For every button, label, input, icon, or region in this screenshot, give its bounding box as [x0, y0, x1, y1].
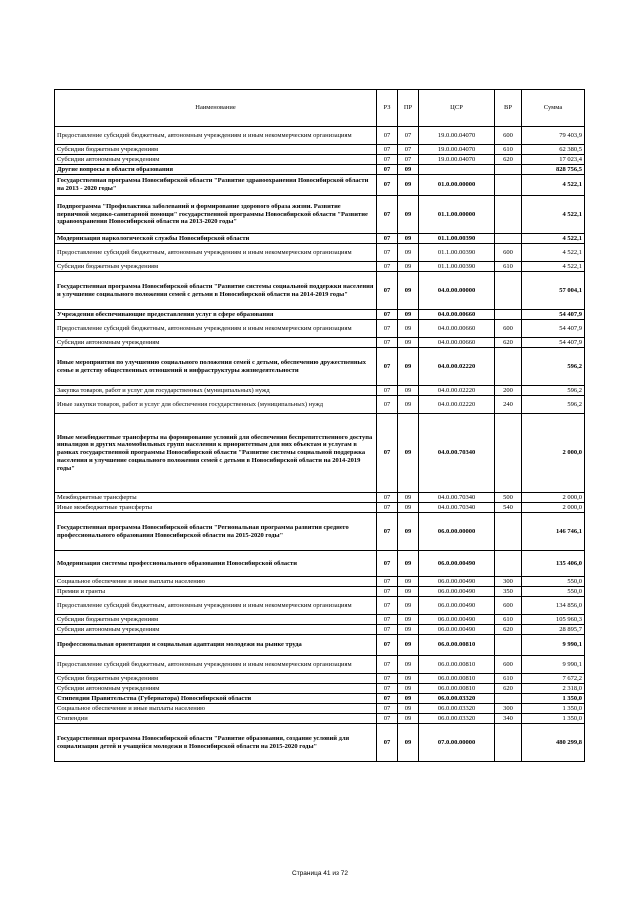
cell-csr: 06.0.00.00490 [419, 597, 495, 615]
cell-rz: 07 [377, 262, 398, 272]
cell-csr: 01.1.00.00390 [419, 262, 495, 272]
table-row [55, 503, 585, 513]
cell-pr: 09 [398, 551, 419, 577]
cell-sum: 1 350,0 [522, 694, 585, 704]
cell-rz: 07 [377, 244, 398, 262]
cell-rz: 07 [377, 396, 398, 414]
cell-rz: 07 [377, 503, 398, 513]
cell-vr [495, 724, 522, 762]
cell-name: Модернизация наркологической службы Новосибирской области [55, 234, 377, 244]
cell-csr: 04.0.00.00000 [419, 272, 495, 310]
cell-pr: 09 [398, 310, 419, 320]
cell-pr: 09 [398, 348, 419, 386]
cell-vr: 600 [495, 597, 522, 615]
table-row [55, 386, 585, 396]
cell-sum: 596,2 [522, 386, 585, 396]
table-header-row [55, 90, 585, 127]
cell-pr: 09 [398, 165, 419, 175]
cell-rz: 07 [377, 577, 398, 587]
table-row [55, 234, 585, 244]
cell-csr: 06.0.00.00490 [419, 577, 495, 587]
table-row [55, 145, 585, 155]
header-vr: ВР [495, 90, 522, 127]
cell-sum: 7 672,2 [522, 674, 585, 684]
header-name: Наименование [55, 90, 377, 127]
cell-name: Стипендии [55, 714, 377, 724]
cell-csr: 19.0.00.04070 [419, 127, 495, 145]
cell-csr [419, 165, 495, 175]
cell-name: Субсидии автономным учреждениям [55, 155, 377, 165]
cell-vr [495, 551, 522, 577]
cell-sum: 4 522,1 [522, 262, 585, 272]
cell-vr: 600 [495, 320, 522, 338]
cell-csr: 06.0.00.00000 [419, 513, 495, 551]
table-row [55, 656, 585, 674]
cell-sum: 28 895,7 [522, 625, 585, 635]
cell-csr: 01.1.00.00000 [419, 196, 495, 234]
cell-name: Закупка товаров, работ и услуг для государственных (муниципальных) нужд [55, 386, 377, 396]
header-pr: ПР [398, 90, 419, 127]
table-row [55, 348, 585, 386]
cell-vr: 240 [495, 396, 522, 414]
cell-sum: 4 522,1 [522, 244, 585, 262]
cell-rz: 07 [377, 175, 398, 196]
cell-name: Межбюджетные трансферты [55, 493, 377, 503]
cell-pr: 09 [398, 244, 419, 262]
cell-csr: 19.0.00.04070 [419, 145, 495, 155]
cell-sum: 596,2 [522, 396, 585, 414]
table-row [55, 724, 585, 762]
cell-csr: 06.0.00.00810 [419, 684, 495, 694]
cell-name: Социальное обеспечение и иные выплаты населению [55, 704, 377, 714]
cell-pr: 09 [398, 714, 419, 724]
cell-csr: 04.0.00.02220 [419, 348, 495, 386]
cell-name: Предоставление субсидий бюджетным, автономным учреждениям и иным некоммерческим организациям [55, 244, 377, 262]
cell-pr: 09 [398, 587, 419, 597]
cell-name: Социальное обеспечение и иные выплаты населению [55, 577, 377, 587]
cell-name: Другие вопросы в области образования [55, 165, 377, 175]
cell-vr: 620 [495, 338, 522, 348]
budget-table [54, 89, 585, 762]
cell-vr: 620 [495, 155, 522, 165]
cell-csr: 06.0.00.03320 [419, 704, 495, 714]
cell-sum: 2 318,0 [522, 684, 585, 694]
table-row [55, 551, 585, 577]
cell-name: Государственная программа Новосибирской области "Развитие здравоохранения Новосибирской области на 2013 - 2020 годы" [55, 175, 377, 196]
cell-csr: 04.0.00.70340 [419, 503, 495, 513]
cell-vr [495, 175, 522, 196]
cell-csr: 01.1.00.00390 [419, 244, 495, 262]
cell-name: Предоставление субсидий бюджетным, автономным учреждениям и иным некоммерческим организациям [55, 597, 377, 615]
cell-csr: 06.0.00.00810 [419, 635, 495, 656]
cell-csr: 07.0.00.00000 [419, 724, 495, 762]
table-row [55, 196, 585, 234]
cell-csr: 06.0.00.03320 [419, 694, 495, 704]
cell-pr: 09 [398, 597, 419, 615]
cell-name: Премии и гранты [55, 587, 377, 597]
cell-rz: 07 [377, 320, 398, 338]
cell-name: Иные закупки товаров, работ и услуг для обеспечения государственных (муниципальных) нужд [55, 396, 377, 414]
cell-sum: 550,0 [522, 577, 585, 587]
cell-pr: 09 [398, 625, 419, 635]
cell-vr: 610 [495, 262, 522, 272]
cell-name: Профессиональная ориентация и социальная адаптация молодежи на рынке труда [55, 635, 377, 656]
cell-sum: 135 406,0 [522, 551, 585, 577]
cell-rz: 07 [377, 493, 398, 503]
table-row [55, 577, 585, 587]
cell-rz: 07 [377, 348, 398, 386]
cell-pr: 09 [398, 684, 419, 694]
cell-sum: 105 960,3 [522, 615, 585, 625]
cell-sum: 596,2 [522, 348, 585, 386]
cell-name: Стипендии Правительства (Губернатора) Новосибирской области [55, 694, 377, 704]
header-rz: РЗ [377, 90, 398, 127]
cell-rz: 07 [377, 714, 398, 724]
cell-pr: 09 [398, 338, 419, 348]
cell-vr [495, 310, 522, 320]
cell-vr [495, 694, 522, 704]
table-row [55, 597, 585, 615]
cell-vr [495, 196, 522, 234]
cell-sum: 134 856,0 [522, 597, 585, 615]
table-row [55, 615, 585, 625]
cell-sum: 2 000,0 [522, 493, 585, 503]
cell-name: Государственная программа Новосибирской области "Региональная программа развития среднего профессионального образования Новосибирской области на 2015-2020 годы" [55, 513, 377, 551]
cell-rz: 07 [377, 615, 398, 625]
cell-sum: 57 004,1 [522, 272, 585, 310]
cell-csr: 04.0.00.70340 [419, 414, 495, 493]
cell-rz: 07 [377, 310, 398, 320]
cell-vr: 620 [495, 625, 522, 635]
cell-vr [495, 348, 522, 386]
cell-vr: 300 [495, 577, 522, 587]
cell-rz: 07 [377, 635, 398, 656]
table-row [55, 127, 585, 145]
cell-rz: 07 [377, 587, 398, 597]
table-row [55, 704, 585, 714]
cell-sum: 54 407,9 [522, 310, 585, 320]
cell-rz: 07 [377, 145, 398, 155]
cell-name: Государственная программа Новосибирской области "Развитие образования, создание условий для социализации детей и учащейся молодежи в Новосибирской области на 2015-2020 годы" [55, 724, 377, 762]
cell-sum: 4 522,1 [522, 234, 585, 244]
cell-pr: 09 [398, 724, 419, 762]
cell-rz: 07 [377, 513, 398, 551]
cell-csr: 04.0.00.00660 [419, 320, 495, 338]
table-row [55, 396, 585, 414]
cell-name: Субсидии бюджетным учреждениям [55, 674, 377, 684]
cell-csr: 06.0.00.00490 [419, 587, 495, 597]
cell-csr: 04.0.00.02220 [419, 386, 495, 396]
cell-pr: 09 [398, 414, 419, 493]
cell-vr: 600 [495, 656, 522, 674]
cell-csr: 06.0.00.00810 [419, 656, 495, 674]
cell-vr [495, 635, 522, 656]
cell-sum: 1 350,0 [522, 704, 585, 714]
cell-vr: 500 [495, 493, 522, 503]
table-body [55, 127, 585, 762]
cell-sum: 2 000,0 [522, 414, 585, 493]
cell-name: Субсидии автономным учреждениям [55, 684, 377, 694]
cell-csr: 06.0.00.00490 [419, 625, 495, 635]
cell-pr: 07 [398, 145, 419, 155]
cell-rz: 07 [377, 386, 398, 396]
cell-name: Иные межбюджетные трансферты [55, 503, 377, 513]
cell-sum: 9 990,1 [522, 635, 585, 656]
cell-pr: 09 [398, 196, 419, 234]
cell-vr [495, 513, 522, 551]
cell-pr: 09 [398, 513, 419, 551]
header-sum: Сумма [522, 90, 585, 127]
cell-vr [495, 234, 522, 244]
cell-vr: 340 [495, 714, 522, 724]
cell-vr [495, 414, 522, 493]
cell-sum: 828 756,5 [522, 165, 585, 175]
cell-csr: 06.0.00.00490 [419, 615, 495, 625]
cell-csr: 04.0.00.00660 [419, 338, 495, 348]
cell-pr: 09 [398, 396, 419, 414]
cell-rz: 07 [377, 674, 398, 684]
cell-vr: 620 [495, 684, 522, 694]
cell-rz: 07 [377, 127, 398, 145]
cell-rz: 07 [377, 724, 398, 762]
cell-rz: 07 [377, 704, 398, 714]
cell-vr: 540 [495, 503, 522, 513]
cell-csr: 06.0.00.00810 [419, 674, 495, 684]
table-row [55, 272, 585, 310]
cell-name: Иные мероприятия по улучшению социального положения семей с детьми, обеспечению дружественных семье и детству общественных отношений и инфраструктуры жизнедеятельности [55, 348, 377, 386]
cell-csr: 06.0.00.00490 [419, 551, 495, 577]
cell-pr: 07 [398, 155, 419, 165]
cell-rz: 07 [377, 272, 398, 310]
header-csr: ЦСР [419, 90, 495, 127]
cell-rz: 07 [377, 694, 398, 704]
cell-vr: 200 [495, 386, 522, 396]
cell-rz: 07 [377, 155, 398, 165]
cell-name: Субсидии бюджетным учреждениям [55, 262, 377, 272]
cell-name: Субсидии автономным учреждениям [55, 338, 377, 348]
table-row [55, 414, 585, 493]
table-row [55, 714, 585, 724]
cell-pr: 09 [398, 615, 419, 625]
cell-sum: 54 407,9 [522, 320, 585, 338]
cell-pr: 09 [398, 272, 419, 310]
table-row [55, 625, 585, 635]
cell-csr: 19.0.00.04070 [419, 155, 495, 165]
table-row [55, 155, 585, 165]
cell-csr: 06.0.00.03320 [419, 714, 495, 724]
table-row [55, 587, 585, 597]
cell-rz: 07 [377, 656, 398, 674]
cell-rz: 07 [377, 338, 398, 348]
table-row [55, 513, 585, 551]
cell-pr: 09 [398, 503, 419, 513]
cell-sum: 4 522,1 [522, 196, 585, 234]
cell-name: Государственная программа Новосибирской области "Развитие системы социальной поддержки населения и улучшение социального положения семей с детьми в Новосибирской области на 2014-2019 годы" [55, 272, 377, 310]
cell-name: Предоставление субсидий бюджетным, автономным учреждениям и иным некоммерческим организациям [55, 127, 377, 145]
cell-rz: 07 [377, 684, 398, 694]
cell-pr: 09 [398, 234, 419, 244]
cell-sum: 480 299,8 [522, 724, 585, 762]
cell-pr: 07 [398, 127, 419, 145]
cell-vr [495, 272, 522, 310]
cell-rz: 07 [377, 165, 398, 175]
cell-csr: 01.1.00.00390 [419, 234, 495, 244]
cell-pr: 09 [398, 262, 419, 272]
cell-rz: 07 [377, 196, 398, 234]
table-row [55, 310, 585, 320]
cell-vr: 300 [495, 704, 522, 714]
cell-sum: 550,0 [522, 587, 585, 597]
cell-pr: 09 [398, 175, 419, 196]
cell-vr: 610 [495, 615, 522, 625]
cell-name: Подпрограмма "Профилактика заболеваний и формирование здорового образа жизни. Развитие первичной медико-санитарной помощи" государственной программы Новосибирской области "Развитие здравоохранения Новосибирской области на 2013-2020 годы" [55, 196, 377, 234]
cell-name: Иные межбюджетные трансферты на формирование условий для обеспечения беспрепятственного доступа инвалидов и других маломобильных групп населения к приоритетным для них объектам и услугам в рамках государственной программы Новосибирской области "Развитие системы социальной поддержка населения и улучшение социального положения семей с детьми в Новосибирской области на 2014-2019 годы" [55, 414, 377, 493]
cell-rz: 07 [377, 597, 398, 615]
cell-pr: 09 [398, 674, 419, 684]
table-row [55, 338, 585, 348]
cell-sum: 79 403,9 [522, 127, 585, 145]
cell-csr: 04.0.00.70340 [419, 493, 495, 503]
cell-name: Субсидии бюджетным учреждениям [55, 145, 377, 155]
table-row [55, 320, 585, 338]
cell-rz: 07 [377, 414, 398, 493]
cell-vr: 610 [495, 674, 522, 684]
cell-name: Модернизация системы профессионального образования Новосибирской области [55, 551, 377, 577]
cell-sum: 2 000,0 [522, 503, 585, 513]
table-row [55, 493, 585, 503]
cell-vr [495, 165, 522, 175]
cell-pr: 09 [398, 635, 419, 656]
cell-rz: 07 [377, 625, 398, 635]
table-row [55, 684, 585, 694]
cell-sum: 62 380,5 [522, 145, 585, 155]
table-row [55, 165, 585, 175]
cell-sum: 146 746,1 [522, 513, 585, 551]
table-row [55, 694, 585, 704]
cell-pr: 09 [398, 704, 419, 714]
cell-csr: 04.0.00.00660 [419, 310, 495, 320]
cell-name: Субсидии бюджетным учреждениям [55, 615, 377, 625]
cell-sum: 17 023,4 [522, 155, 585, 165]
table-row [55, 175, 585, 196]
cell-name: Учреждения обеспечивающие предоставления услуг в сфере образования [55, 310, 377, 320]
cell-vr: 600 [495, 244, 522, 262]
cell-rz: 07 [377, 234, 398, 244]
cell-sum: 4 522,1 [522, 175, 585, 196]
cell-csr: 01.0.00.00000 [419, 175, 495, 196]
cell-name: Субсидии автономным учреждениям [55, 625, 377, 635]
cell-pr: 09 [398, 656, 419, 674]
cell-sum: 9 990,1 [522, 656, 585, 674]
cell-vr: 600 [495, 127, 522, 145]
cell-vr: 610 [495, 145, 522, 155]
table-row [55, 262, 585, 272]
cell-name: Предоставление субсидий бюджетным, автономным учреждениям и иным некоммерческим организациям [55, 320, 377, 338]
cell-pr: 09 [398, 493, 419, 503]
cell-pr: 09 [398, 694, 419, 704]
cell-sum: 54 407,9 [522, 338, 585, 348]
cell-pr: 09 [398, 577, 419, 587]
table-row [55, 635, 585, 656]
cell-sum: 1 350,0 [522, 714, 585, 724]
cell-csr: 04.0.00.02220 [419, 396, 495, 414]
table-row [55, 674, 585, 684]
cell-name: Предоставление субсидий бюджетным, автономным учреждениям и иным некоммерческим организациям [55, 656, 377, 674]
cell-pr: 09 [398, 320, 419, 338]
cell-pr: 09 [398, 386, 419, 396]
table-row [55, 244, 585, 262]
cell-vr: 350 [495, 587, 522, 597]
cell-rz: 07 [377, 551, 398, 577]
page-number: Страница 41 из 72 [292, 870, 348, 877]
